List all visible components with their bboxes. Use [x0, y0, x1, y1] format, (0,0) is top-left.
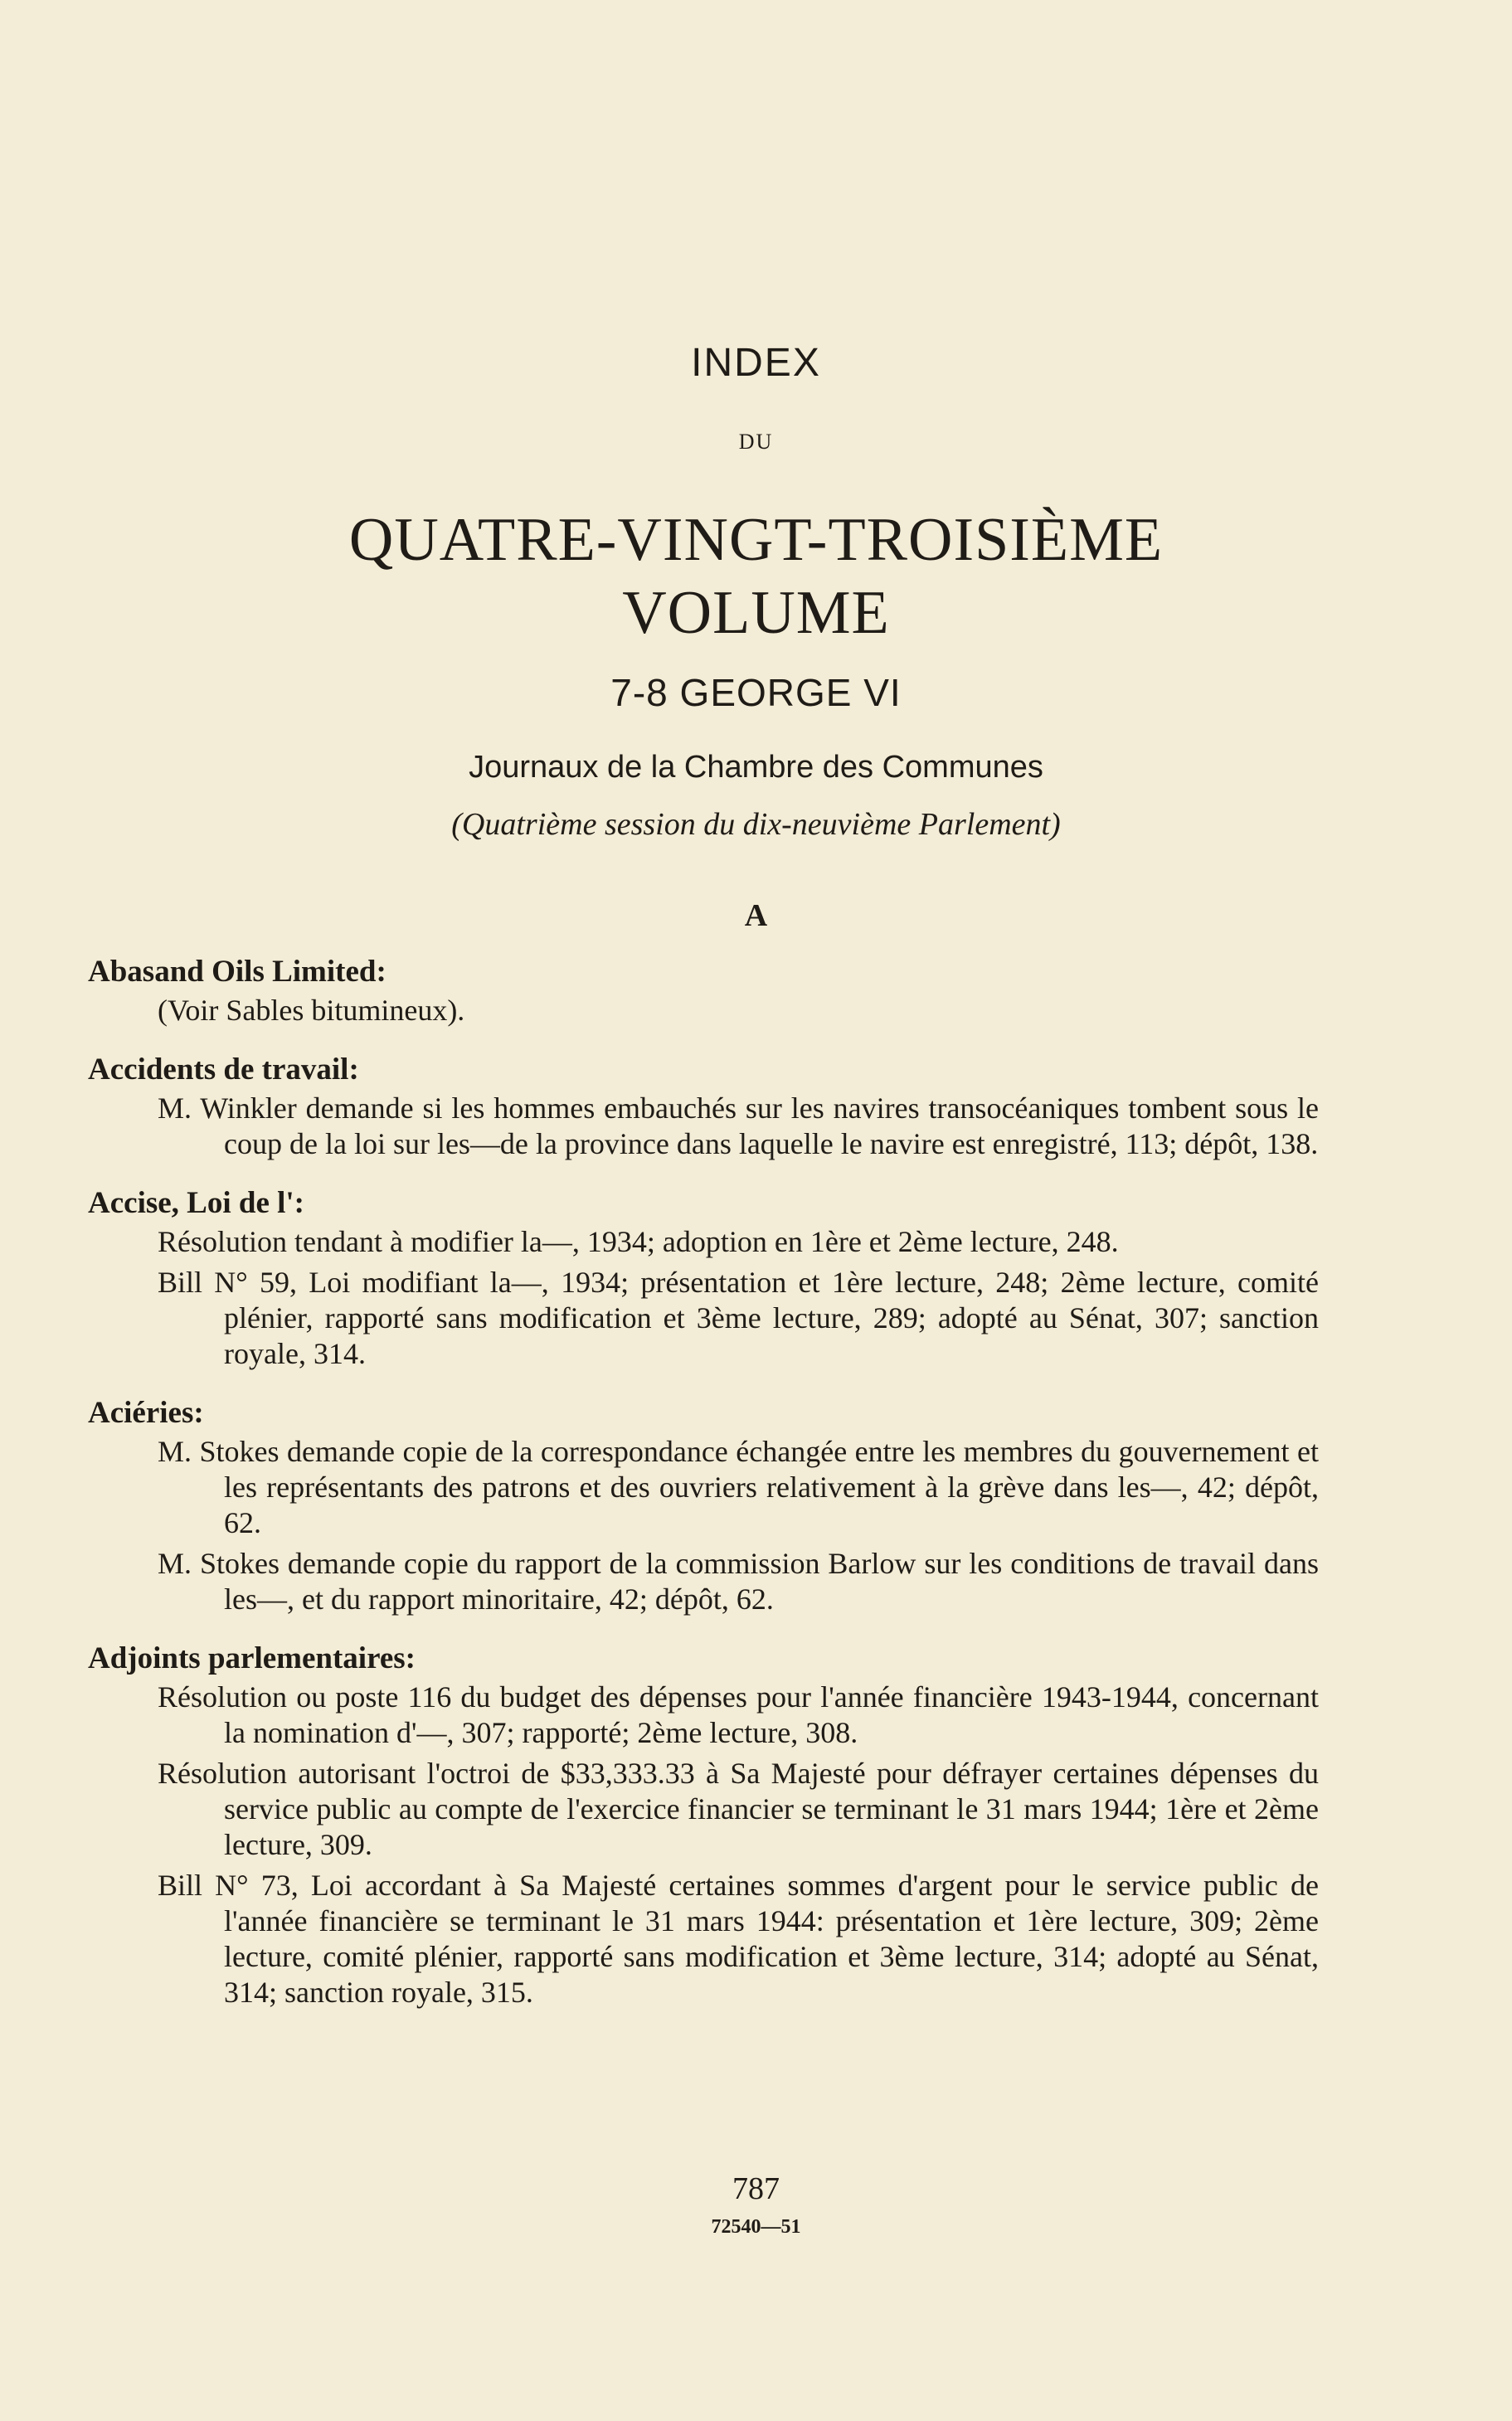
entry-item: (Voir Sables bitumineux). [158, 994, 465, 1027]
index-entry [88, 1185, 1319, 1372]
journal-title: Journaux de la Chambre des Communes [469, 750, 1043, 785]
entry-item: Résolution autorisant l'octroi de $33,333.33 à Sa Majesté pour défrayer certaines dépenses du service public au compte de l'exercice financier se terminant le 31 mars 1944; 1ère et 2ème lecture, 309. [158, 1757, 1319, 1861]
entry-heading: Accise, Loi de l': [88, 1186, 305, 1220]
entry-heading: Accidents de travail: [88, 1053, 359, 1087]
index-entries [88, 954, 1319, 2034]
volume-name: QUATRE-VINGT-TROISIÈME [348, 506, 1164, 574]
entry-item: Résolution tendant à modifier la—, 1934; adoption en 1ère et 2ème lecture, 248. [158, 1225, 1119, 1258]
entry-heading: Abasand Oils Limited: [88, 955, 387, 989]
index-entry [88, 1052, 1319, 1162]
entry-heading: Aciéries: [88, 1396, 204, 1430]
du-word: DU [738, 430, 774, 454]
index-entry [88, 1395, 1319, 1617]
reign-heading: 7-8 GEORGE VI [610, 671, 902, 714]
index-entry [88, 1641, 1319, 2010]
entry-item: Résolution ou poste 116 du budget des dépenses pour l'année financière 1943-1944, concernant la nomination d'—, 307; rapporté; 2ème lecture, 308. [158, 1680, 1319, 1749]
index-entry [88, 954, 1319, 1028]
printer-signature: 72540—51 [711, 2216, 801, 2238]
entry-item: Bill N° 73, Loi accordant à Sa Majesté certaines sommes d'argent pour le service public de l'année financière se terminant le 31 mars 1944: présentation et 1ère lecture, 309; 2ème lecture, comité plénier, rapporté sans modification et 3ème lecture, 314; adopté au Sénat, 314; sanction royale, 315. [158, 1869, 1319, 2009]
entry-heading: Adjoints parlementaires: [88, 1641, 416, 1675]
volume-label: VOLUME [622, 579, 890, 647]
entry-item: Bill N° 59, Loi modifiant la—, 1934; présentation et 1ère lecture, 248; 2ème lecture, comité plénier, rapporté sans modification et 3ème lecture, 289; adopté au Sénat, 307; sanction royale, 314. [158, 1266, 1319, 1370]
page-number: 787 [732, 2171, 780, 2206]
entry-item: M. Stokes demande copie de la correspondance échangée entre les membres du gouvernement et les représentants des patrons et des ouvriers relativement à la grève dans les—, 42; dépôt, 62. [158, 1435, 1319, 1539]
entry-item: M. Winkler demande si les hommes embauchés sur les navires transocéaniques tombent sous le coup de la loi sur les—de la province dans laquelle le navire est enregistré, 113; dépôt, 138. [158, 1091, 1319, 1160]
entry-item: M. Stokes demande copie du rapport de la commission Barlow sur les conditions de travail dans les—, et du rapport minoritaire, 42; dépôt, 62. [158, 1547, 1319, 1616]
index-title: INDEX [691, 341, 821, 385]
session-subtitle: (Quatrième session du dix-neuvième Parlement) [451, 807, 1061, 842]
section-letter: A [744, 898, 768, 933]
